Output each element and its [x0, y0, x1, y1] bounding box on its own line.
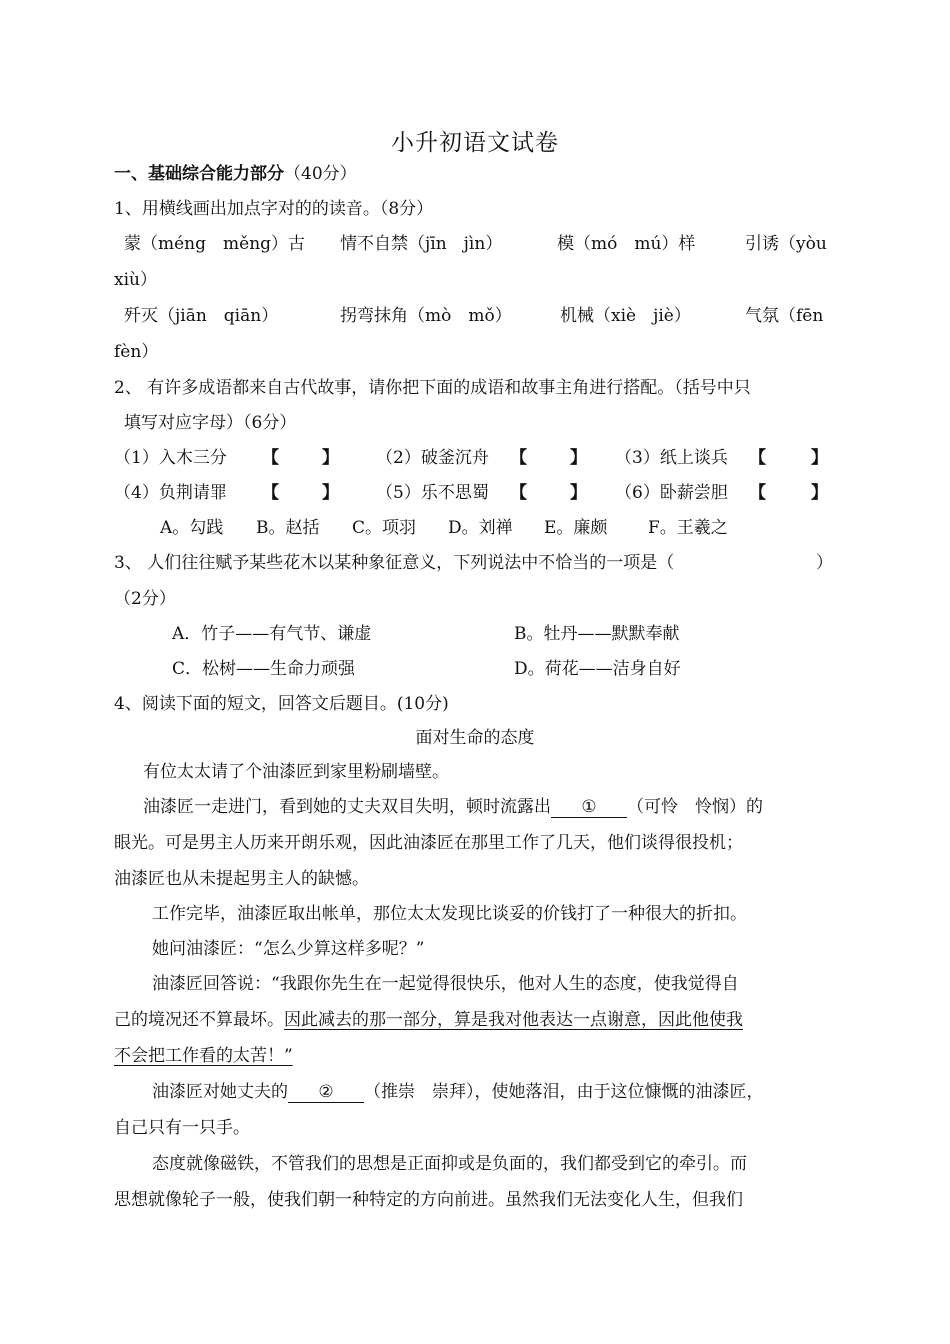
section-heading	[114, 162, 357, 186]
q1-item: 歼灭（jiān qiān）	[124, 306, 279, 326]
q2-stem: 2、 有许多成语都来自古代故事，请你把下面的成语和故事主角进行搭配。（括号中只	[114, 378, 751, 398]
answer-bracket-open: 【	[749, 483, 766, 503]
q2-option: F。王羲之	[648, 518, 728, 538]
q1-item: 气氛（fēn	[745, 306, 824, 326]
section-heading-text: 一、基础综合能力部分	[114, 164, 284, 184]
q4-stem: 4、阅读下面的短文，回答文后题目。(10分)	[114, 694, 449, 714]
q2-option: D。刘禅	[448, 518, 513, 538]
q2-option: A。勾践	[160, 518, 224, 538]
q3-score: （2分）	[114, 589, 176, 609]
passage-paragraph: 油漆匠回答说：“我跟你先生在一起觉得很快乐，他对人生的态度，使我觉得自	[152, 974, 739, 994]
q2-item: （2）破釜沉舟	[376, 448, 489, 468]
q1-item: 引诱（yòu	[745, 234, 827, 254]
answer-bracket-open: 【	[262, 448, 279, 468]
answer-bracket-open: 【	[510, 483, 527, 503]
answer-bracket-close: 】	[570, 448, 587, 468]
fill-blank-2[interactable]: ②	[288, 1082, 364, 1103]
passage-paragraph	[152, 1080, 764, 1104]
q1-stem: 1、用横线画出加点字对的的读音。（8分）	[114, 199, 434, 219]
passage-paragraph: 态度就像磁铁，不管我们的思想是正面抑或是负面的，我们都受到它的牵引。而	[152, 1154, 747, 1174]
q3-option: A．竹子——有气节、谦虚	[172, 624, 372, 644]
q3-option: C．松树——生命力顽强	[172, 659, 356, 679]
q1-item-wrap: xiù）	[114, 270, 157, 290]
passage-text: 油漆匠对她丈夫的	[152, 1082, 288, 1102]
q3-stem: 3、 人们往往赋予某些花木以某种象征意义，下列说法中不恰当的一项是（	[114, 553, 675, 573]
section-score: （40分）	[284, 164, 357, 184]
passage-text: 眼光。可是男主人历来开朗乐观，因此油漆匠在那里工作了几天，他们谈得很投机；	[114, 833, 743, 853]
page-title: 小升初语文试卷	[391, 130, 559, 156]
answer-bracket-open: 【	[510, 448, 527, 468]
passage-text: （可怜 怜悯）的	[627, 797, 763, 817]
passage-paragraph	[143, 795, 763, 819]
answer-bracket-close: 】	[570, 483, 587, 503]
passage-text: 思想就像轮子一般，使我们朝一种特定的方向前进。虽然我们无法变化人生，但我们	[114, 1190, 743, 1210]
passage-text: 油漆匠也从未提起男主人的缺憾。	[114, 869, 369, 889]
answer-bracket-open: 【	[262, 483, 279, 503]
q2-item: （1）入木三分	[114, 448, 227, 468]
passage-title: 面对生命的态度	[415, 728, 535, 748]
underlined-sentence: 不会把工作看的太苦！”	[114, 1046, 293, 1066]
passage-text: 油漆匠一走进门，看到她的丈夫双目失明，顿时流露出	[143, 797, 551, 817]
q2-item: （5）乐不思蜀	[376, 483, 489, 503]
q2-stem-continued: 填写对应字母）（6分）	[124, 413, 297, 433]
q1-item-wrap: fèn）	[114, 342, 159, 362]
q2-option: C。项羽	[352, 518, 417, 538]
passage-paragraph: 有位太太请了个油漆匠到家里粉刷墙壁。	[143, 762, 449, 782]
q1-item: 拐弯抹角（mò mǒ）	[340, 306, 512, 326]
passage-paragraph: 她问油漆匠：“怎么少算这样多呢？”	[152, 939, 425, 959]
answer-bracket-close: 】	[811, 448, 828, 468]
answer-bracket-open: 【	[749, 448, 766, 468]
q1-item: 机械（xiè jiè）	[560, 306, 691, 326]
q1-item: 蒙（méng měng）古	[124, 234, 306, 254]
q3-option: D。荷花——洁身自好	[514, 659, 681, 679]
fill-blank-1[interactable]: ①	[551, 797, 627, 818]
passage-text: （推崇 崇拜），使她落泪，由于这位慷慨的油漆匠，	[364, 1082, 764, 1102]
passage-text: 自己只有一只手。	[114, 1118, 250, 1138]
q2-item: （3）纸上谈兵	[615, 448, 728, 468]
passage-text	[114, 1008, 743, 1032]
q1-item: 模（mó mú）样	[557, 234, 696, 254]
q2-option: E。廉颇	[544, 518, 608, 538]
q3-option: B。牡丹——默默奉献	[514, 624, 680, 644]
answer-bracket-close: 】	[322, 448, 339, 468]
q2-option: B。赵括	[256, 518, 320, 538]
q2-item: （4）负荆请罪	[114, 483, 227, 503]
q1-item: 情不自禁（jīn jìn）	[340, 234, 503, 254]
passage-paragraph: 工作完毕，油漆匠取出帐单，那位太太发现比谈妥的价钱打了一种很大的折扣。	[152, 904, 747, 924]
answer-bracket-close: 】	[811, 483, 828, 503]
q2-item: （6）卧薪尝胆	[615, 483, 728, 503]
answer-bracket-close: 】	[322, 483, 339, 503]
q3-answer-paren-close: ）	[816, 553, 833, 573]
passage-text: 己的境况还不算最坏。	[114, 1010, 284, 1030]
underlined-sentence: 因此减去的那一部分，算是我对他表达一点谢意，因此他使我	[284, 1010, 743, 1030]
